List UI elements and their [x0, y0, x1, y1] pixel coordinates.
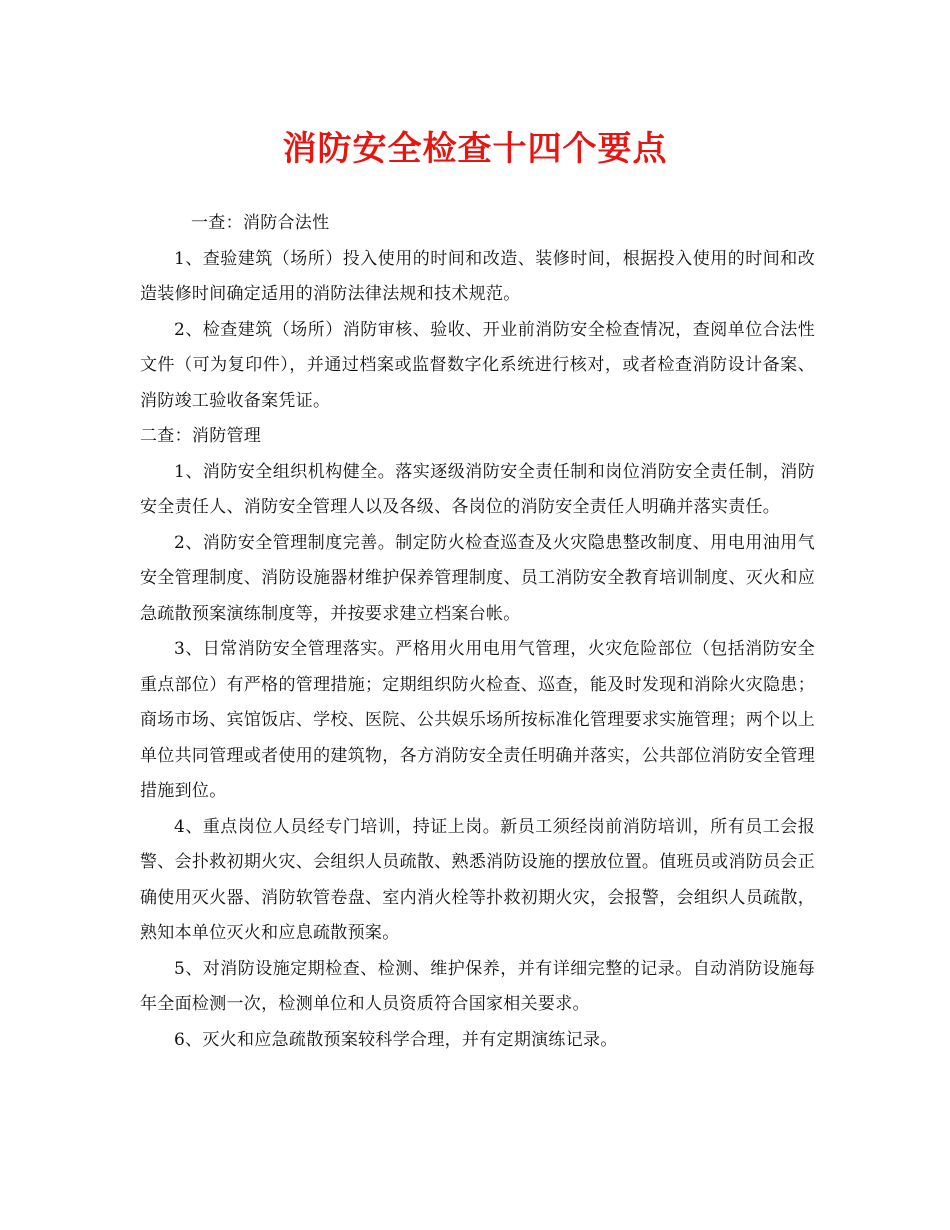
paragraph-management-1: 1、消防安全组织机构健全。落实逐级消防安全责任制和岗位消防安全责任制，消防安全责任人、消防安全管理人以及各级、各岗位的消防安全责任人明确并落实责任。: [140, 461, 815, 517]
paragraph-management-3: 3、日常消防安全管理落实。严格用火用电用气管理，火灾危险部位（包括消防安全重点部位）有严格的管理措施；定期组织防火检查、巡查，能及时发现和消除火灾隐患；商场市场、宾馆饭店、学校、医院、公共娱乐场所按标准化管理要求实施管理；两个以上单位共同管理或者使用的建筑物，各方消防安全责任明确并落实，公共部位消防安全管理措施到位。: [140, 639, 815, 801]
section-heading-management: 二查：消防管理: [140, 426, 262, 446]
paragraph-management-6: 6、灭火和应急疏散预案较科学合理，并有定期演练记录。: [174, 1029, 618, 1050]
document-body: [140, 206, 815, 1058]
paragraph-legality-1: 1、查验建筑（场所）投入使用的时间和改造、装修时间，根据投入使用的时间和改造装修时间确定适用的消防法律法规和技术规范。: [140, 248, 815, 304]
paragraph-legality-2: 2、检查建筑（场所）消防审核、验收、开业前消防安全检查情况，查阅单位合法性文件（可为复印件），并通过档案或监督数字化系统进行核对，或者检查消防设计备案、消防竣工验收备案凭证。: [140, 319, 815, 411]
paragraph-management-5: 5、对消防设施定期检查、检测、维护保养，并有详细完整的记录。自动消防设施每年全面检测一次，检测单位和人员资质符合国家相关要求。: [140, 958, 815, 1014]
paragraph-management-4: 4、重点岗位人员经专门培训，持证上岗。新员工须经岗前消防培训，所有员工会报警、会扑救初期火灾、会组织人员疏散、熟悉消防设施的摆放位置。值班员或消防员会正确使用灭火器、消防软管卷盘、室内消火栓等扑救初期火灾，会报警，会组织人员疏散，熟知本单位灭火和应息疏散预案。: [140, 816, 815, 943]
document-title: 消防安全检查十四个要点: [282, 129, 668, 169]
paragraph-management-2: 2、消防安全管理制度完善。制定防火检查巡查及火灾隐患整改制度、用电用油用气安全管理制度、消防设施器材维护保养管理制度、员工消防安全教育培训制度、灭火和应急疏散预案演练制度等，并按要求建立档案台帐。: [140, 532, 815, 624]
section-heading-legality: 一查：消防合法性: [191, 213, 330, 233]
